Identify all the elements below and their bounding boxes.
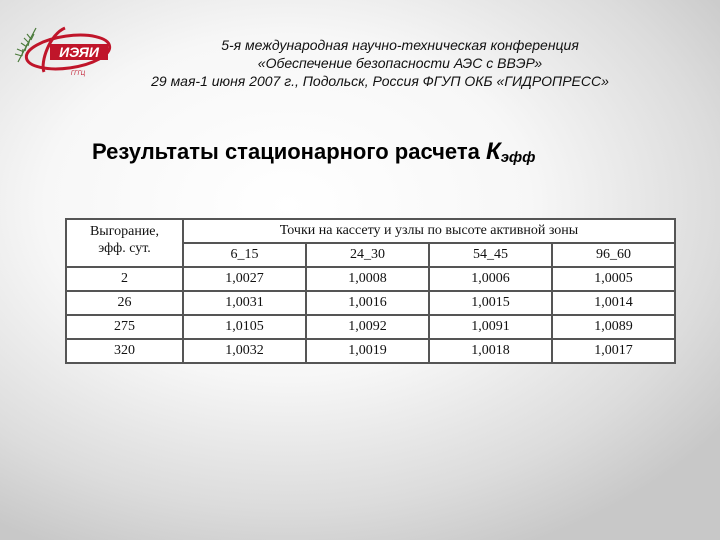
table-row — [66, 267, 675, 291]
value-cell: 1,0031 — [183, 291, 306, 315]
value-cell: 1,0032 — [183, 339, 306, 363]
value-cell: 1,0027 — [183, 267, 306, 291]
burnup-cell: 2 — [66, 267, 183, 291]
burnup-cell: 320 — [66, 339, 183, 363]
value-cell: 1,0017 — [552, 339, 675, 363]
table-row — [66, 315, 675, 339]
column-header: 96_60 — [552, 243, 675, 267]
value-cell: 1,0089 — [552, 315, 675, 339]
value-cell: 1,0008 — [306, 267, 429, 291]
value-cell: 1,0092 — [306, 315, 429, 339]
burnup-header: Выгорание, эфф. сут. — [66, 219, 183, 267]
value-cell: 1,0005 — [552, 267, 675, 291]
title-main: Результаты стационарного расчета — [92, 139, 486, 164]
value-cell: 1,0019 — [306, 339, 429, 363]
results-table-wrapper — [65, 218, 676, 364]
value-cell: 1,0105 — [183, 315, 306, 339]
logo-subtext: ГГГЦ — [70, 71, 86, 77]
value-cell: 1,0091 — [429, 315, 552, 339]
slide-title — [92, 138, 535, 166]
value-cell: 1,0014 — [552, 291, 675, 315]
header-line2: «Обеспечение безопасности АЭС с ВВЭР» — [257, 55, 543, 71]
table-row — [66, 339, 675, 363]
title-symbol: К — [485, 138, 501, 165]
table-row — [66, 291, 675, 315]
column-header: 54_45 — [429, 243, 552, 267]
value-cell: 1,0016 — [306, 291, 429, 315]
value-cell: 1,0018 — [429, 339, 552, 363]
column-header: 24_30 — [306, 243, 429, 267]
logo-text: ИЭЯИ — [59, 44, 99, 60]
value-cell: 1,0015 — [429, 291, 552, 315]
title-subscript: эфф — [500, 149, 536, 166]
burnup-cell: 26 — [66, 291, 183, 315]
header-line3: 29 мая-1 июня 2007 г., Подольск, Россия ФГУП ОКБ «ГИДРОПРЕСС» — [151, 73, 609, 89]
column-header: 6_15 — [183, 243, 306, 267]
burnup-cell: 275 — [66, 315, 183, 339]
results-table — [65, 218, 676, 364]
value-cell: 1,0006 — [429, 267, 552, 291]
points-header: Точки на кассету и узлы по высоте активной зоны — [183, 219, 675, 243]
header-line1: 5-я международная научно-техническая конференция — [221, 37, 579, 53]
conference-header — [120, 36, 680, 90]
